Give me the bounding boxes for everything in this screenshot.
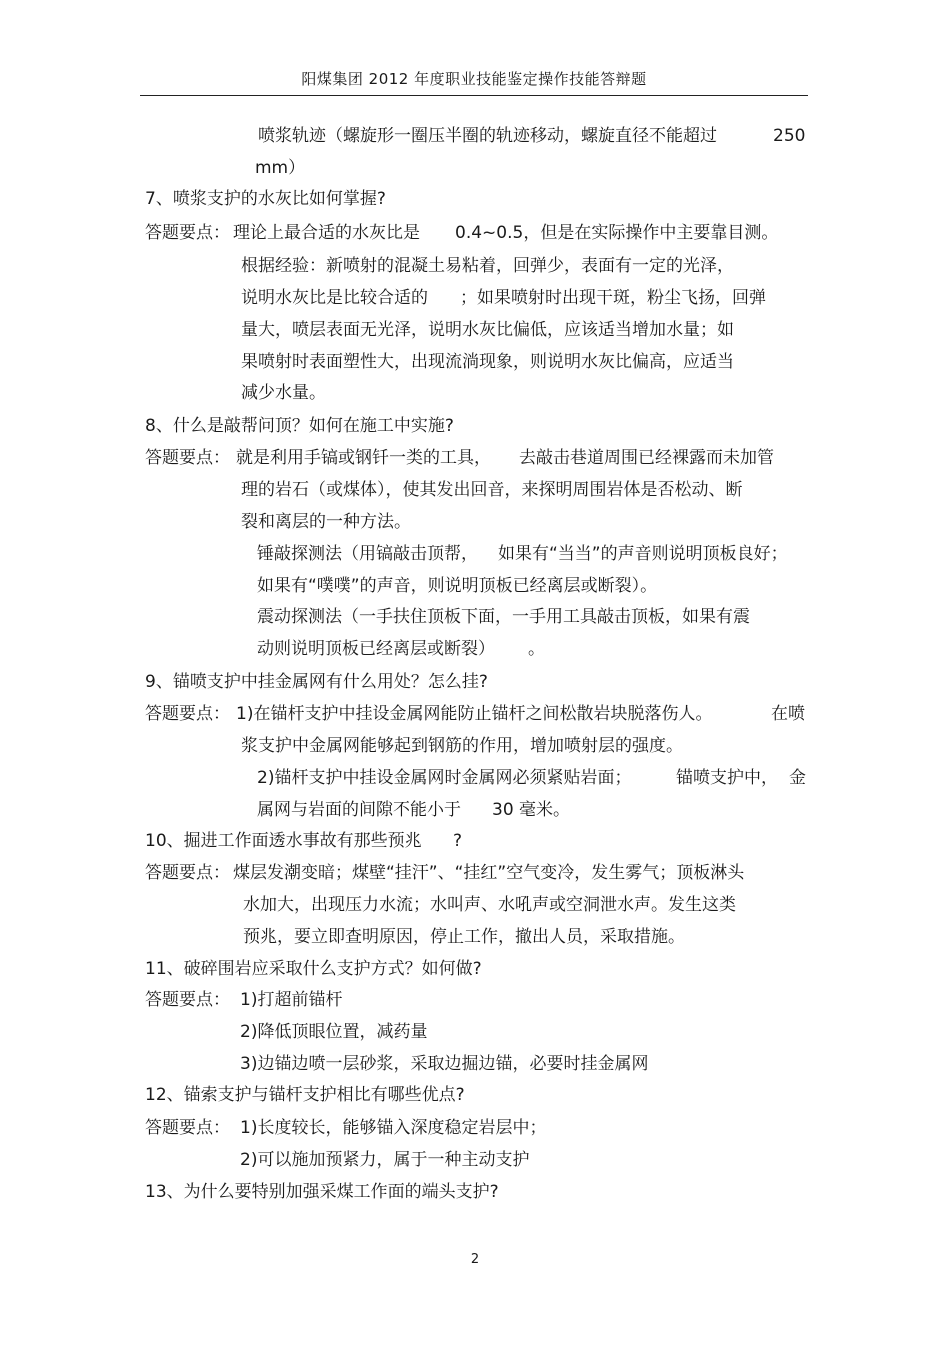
- text-line: 30 毫米。: [492, 800, 571, 820]
- answer-label: 答题要点：: [145, 863, 230, 883]
- text-line: 锤敲探测法（用镐敲击顶帮，: [257, 544, 478, 564]
- text-line: 锚喷支护中，: [676, 768, 778, 788]
- text-line: 浆支护中金属网能够起到钢筋的作用，增加喷射层的强度。: [241, 736, 683, 756]
- text-line: 去敲击巷道周围已经裸露而未加管: [519, 448, 774, 468]
- text-line: 1)在锚杆支护中挂设金属网能防止锚杆之间松散岩块脱落伤人。: [236, 704, 713, 724]
- text-line: 金: [789, 768, 806, 788]
- text-line: ；如果喷射时出现干斑，粉尘飞扬，回弹: [460, 288, 766, 308]
- question-11: 11、破碎围岩应采取什么支护方式？如何做?: [145, 959, 482, 979]
- question-9: 9、锚喷支护中挂金属网有什么用处？怎么挂?: [145, 672, 488, 692]
- text-line: 预兆，要立即查明原因，停止工作，撤出人员，采取措施。: [243, 927, 685, 947]
- page-number: 2: [470, 1252, 480, 1267]
- question-12: 12、锚索支护与锚杆支护相比有哪些优点?: [145, 1085, 465, 1105]
- question-8: 8、什么是敲帮问顶？如何在施工中实施?: [145, 416, 454, 436]
- text-line: 250: [773, 126, 806, 146]
- answer-label: 答题要点：: [145, 448, 230, 468]
- answer-label: 答题要点：: [145, 990, 230, 1010]
- text-line: 如果有“噗噗”的声音，则说明顶板已经离层或断裂）。: [257, 576, 658, 596]
- text-line: 动则说明顶板已经离层或断裂）: [257, 639, 495, 659]
- answer-label: 答题要点：: [145, 704, 230, 724]
- question-7: 7、喷浆支护的水灰比如何掌握?: [145, 189, 386, 209]
- text-line: 2)可以施加预紧力，属于一种主动支护: [240, 1150, 530, 1170]
- text-line: 理论上最合适的水灰比是: [233, 223, 420, 243]
- text-line: 在喷: [771, 704, 805, 724]
- text-line: 1)长度较长，能够锚入深度稳定岩层中；: [240, 1118, 547, 1138]
- text-line: 属网与岩面的间隙不能小于: [257, 800, 461, 820]
- text-line: 果喷射时表面塑性大，出现流淌现象，则说明水灰比偏高，应适当: [241, 352, 734, 372]
- text-line: 如果有“当当”的声音则说明顶板良好；: [498, 544, 788, 564]
- text-line: 就是利用手镐或钢钎一类的工具，: [236, 448, 491, 468]
- text-line: 量大，喷层表面无光泽，说明水灰比偏低，应该适当增加水量；如: [241, 320, 734, 340]
- text-line: 1)打超前锚杆: [240, 990, 343, 1010]
- text-line: 震动探测法（一手扶住顶板下面，一手用工具敲击顶板，如果有震: [257, 607, 750, 627]
- question-13: 13、为什么要特别加强采煤工作面的端头支护?: [145, 1182, 499, 1202]
- text-line: 3)边锚边喷一层砂浆，采取边掘边锚，必要时挂金属网: [240, 1054, 649, 1074]
- text-line: 喷浆轨迹（螺旋形一圈压半圈的轨迹移动，螺旋直径不能超过: [258, 126, 717, 146]
- page-header: 阳煤集团 2012 年度职业技能鉴定操作技能答辩题: [301, 70, 647, 88]
- text-line: ?: [453, 831, 463, 851]
- text-line: 裂和离层的一种方法。: [241, 512, 411, 532]
- text-line: 减少水量。: [241, 383, 326, 403]
- text-line: 煤层发潮变暗；煤壁“挂汗”、“挂红”空气变冷，发生雾气；顶板淋头: [233, 863, 745, 883]
- text-line: 根据经验：新喷射的混凝土易粘着，回弹少，表面有一定的光泽，: [241, 256, 734, 276]
- text-line: 水加大，出现压力水流；水叫声、水吼声或空洞泄水声。发生这类: [243, 895, 736, 915]
- text-line: 。: [528, 639, 545, 659]
- answer-label: 答题要点：: [145, 1118, 230, 1138]
- text-line: 0.4~0.5，但是在实际操作中主要靠目测。: [455, 223, 779, 243]
- text-line: 2)锚杆支护中挂设金属网时金属网必须紧贴岩面；: [257, 768, 632, 788]
- text-line: 理的岩石（或煤体），使其发出回音，来探明周围岩体是否松动、断: [241, 480, 743, 500]
- text-line: mm）: [255, 158, 306, 178]
- text-line: 说明水灰比是比较合适的: [241, 288, 428, 308]
- header-rule: [140, 95, 808, 96]
- question-10: 10、掘进工作面透水事故有那些预兆: [145, 831, 422, 851]
- answer-label: 答题要点：: [145, 223, 230, 243]
- text-line: 2)降低顶眼位置，减药量: [240, 1022, 428, 1042]
